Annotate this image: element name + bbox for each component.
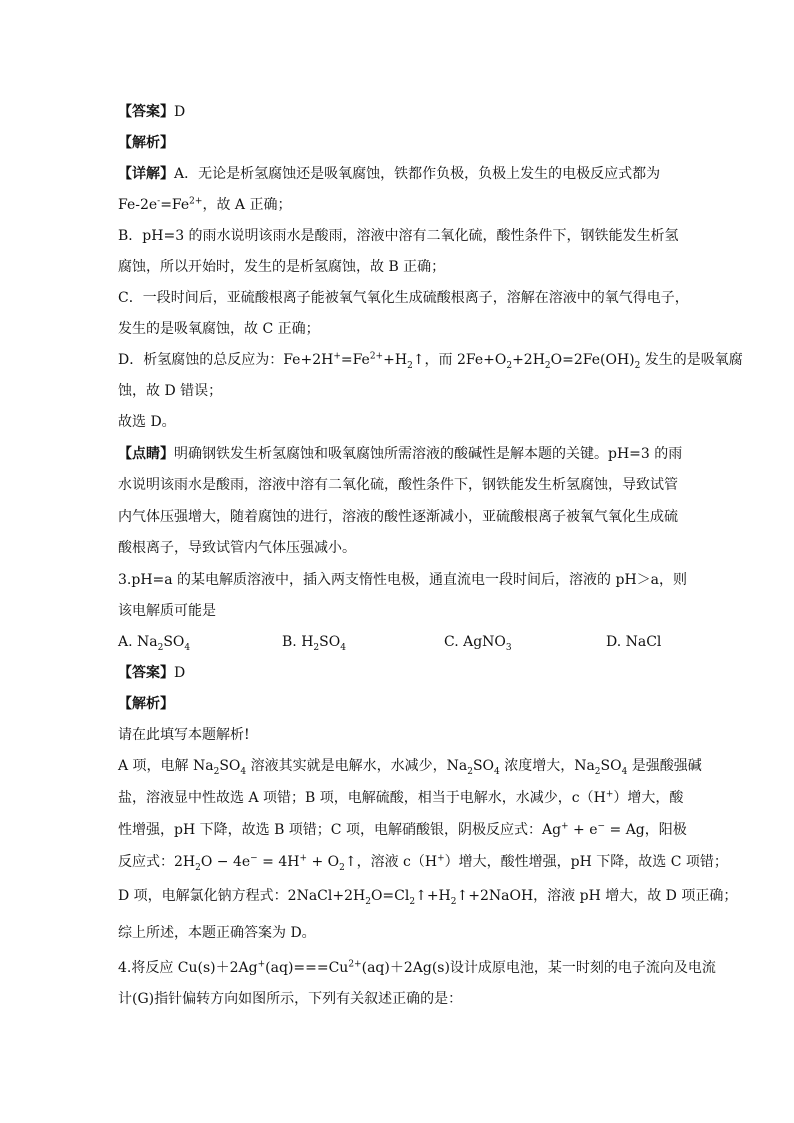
q3-fill-note: 请在此填写本题解析!: [118, 727, 250, 743]
text-part: ，故 A 正确；: [202, 197, 292, 213]
option-d-line-1: [118, 350, 743, 370]
text-part: O=Cl: [370, 888, 410, 904]
text-part: = 4H: [257, 854, 300, 870]
subscript: 2: [506, 360, 513, 371]
point-line-2: 水说明该雨水是酸雨，溶液中溶有二氧化硫，酸性条件下，钢铁能发生析氢腐蚀，导致试管: [118, 477, 678, 493]
subscript: 2: [213, 766, 220, 777]
subscript: 2: [365, 896, 371, 907]
q4-stem-line-1: [118, 958, 716, 978]
subscript: 2: [313, 642, 320, 653]
q3-analysis-tag: 【解析】: [118, 696, 174, 712]
text-part: ↑+2NaOH，溶液 pH 增大，故 D 项正确；: [456, 888, 738, 904]
text-part: SO: [472, 758, 495, 774]
option-b-line-2: 腐蚀，所以开始时，发生的是析氢腐蚀，故 B 正确；: [118, 259, 446, 275]
q3-option-a: [118, 632, 190, 652]
text-part: 盐，溶液显中性故选 A 项错；B 项，电解硫酸，相当于电解水，水减少，c（H: [118, 790, 606, 806]
q3-analysis-line-5: [118, 886, 737, 906]
superscript: +: [257, 959, 266, 970]
answer-value: D: [174, 665, 186, 681]
q3-stem-line-2: 该电解质可能是: [118, 603, 216, 619]
option-c-line-2: 发生的是吸氧腐蚀，故 C 正确；: [118, 321, 320, 337]
superscript: +: [561, 821, 569, 832]
text-part: + e: [568, 822, 598, 838]
point-line-3: 内气体压强增大，随着腐蚀的进行，溶液的酸性逐渐减小，亚硫酸根离子被氧气氧化生成硫: [118, 509, 678, 525]
point-line-1: [118, 444, 682, 464]
text-part: B. H: [282, 634, 314, 650]
superscript: 2+: [189, 196, 203, 207]
text-part: ↑，溶液 c（H: [344, 854, 438, 870]
formula-part: =Fe: [160, 197, 190, 213]
superscript: +: [299, 853, 308, 864]
text-part: O=2Fe(OH): [550, 352, 635, 368]
text-part: A 项，电解 Na: [118, 758, 214, 774]
text-part: C. AgNO: [444, 634, 506, 650]
text-part: D．析氢腐蚀的总反应为：Fe+2H: [118, 352, 334, 368]
text-part: O − 4e: [200, 854, 251, 870]
text-part: 性增强，pH 下降，故选 B 项错；C 项，电解硝酸银，阴极反应式：Ag: [118, 822, 562, 838]
subscript: 2: [544, 360, 551, 371]
subscript: 2: [339, 862, 345, 873]
text-part: 是强酸强碱: [627, 758, 702, 774]
answer-tag: 【答案】: [118, 104, 174, 120]
q3-option-d: D. NaCl: [606, 634, 662, 650]
subscript: 4: [184, 642, 191, 653]
point-text: 明确钢铁发生析氢腐蚀和吸氧腐蚀所需溶液的酸碱性是解本题的关键。pH=3 的雨: [174, 446, 683, 462]
detail-text-a: A．无论是析氢腐蚀还是吸氧腐蚀，铁都作负极，负极上发生的电极反应式都为: [174, 166, 661, 182]
subscript: 2: [407, 360, 413, 371]
q3-summary: 综上所述，本题正确答案为 D。: [118, 925, 316, 941]
q4-stem-line-2: 计(G)指针偏转方向如图所示，下列有关叙述正确的是：: [118, 991, 463, 1007]
answer-value: D: [174, 104, 186, 120]
text-part: SO: [219, 758, 241, 774]
analysis-tag: 【解析】: [118, 135, 174, 151]
q3-analysis-line-4: [118, 852, 728, 872]
superscript: +: [333, 351, 341, 362]
superscript: -: [157, 196, 161, 207]
q3-analysis-line-2: [118, 788, 683, 808]
subscript: 2: [594, 766, 601, 777]
subscript: 4: [621, 766, 628, 777]
text-part: 4.将反应 Cu(s)＋2Ag: [118, 960, 258, 976]
text-part: +2H: [512, 352, 545, 368]
subscript: 3: [505, 642, 512, 653]
subscript: 2: [467, 766, 473, 777]
subscript: 4: [494, 766, 500, 777]
option-b-line-1: B．pH=3 的雨水说明该雨水是酸雨，溶液中溶有二氧化硫，酸性条件下，钢铁能发生析氢: [118, 228, 679, 244]
text-part: ↑+H: [415, 888, 451, 904]
q3-stem-line-1: 3.pH=a 的某电解质溶液中，插入两支惰性电极，通直流电一段时间后，溶液的 pH＞a，则: [118, 572, 688, 588]
subscript: 2: [409, 896, 416, 907]
subscript: 2: [195, 862, 201, 873]
text-part: SO: [319, 634, 341, 650]
subscript: 2: [634, 360, 641, 371]
superscript: 2+: [369, 351, 384, 362]
detail-line-1: [118, 164, 660, 184]
choose-line: 故选 D。: [118, 414, 176, 430]
text-part: SO: [600, 758, 622, 774]
q3-analysis-line-3: [118, 820, 687, 840]
option-d-line-2: 蚀，故 D 错误；: [118, 383, 223, 399]
superscript: +: [437, 853, 445, 864]
answer-tag: 【答案】: [118, 665, 174, 681]
detail-tag: 【详解】: [118, 166, 174, 182]
formula-part: Fe-2e: [118, 197, 158, 213]
answer-line: [118, 102, 185, 122]
q3-answer-line: [118, 663, 185, 683]
text-part: = Ag，阳极: [605, 822, 687, 838]
text-part: SO: [163, 634, 185, 650]
text-part: (aq)===Cu: [265, 960, 349, 976]
subscript: 4: [340, 642, 346, 653]
text-part: 浓度增大，Na: [499, 758, 595, 774]
text-part: +H: [383, 352, 408, 368]
q3-option-c: [444, 632, 512, 652]
text-part: (aq)＋2Ag(s)设计成原电池，某一时刻的电子流向及电流: [361, 960, 716, 976]
point-tag: 【点睛】: [118, 446, 174, 462]
text-part: + O: [307, 854, 340, 870]
superscript: −: [250, 853, 258, 864]
q3-analysis-line-1: [118, 756, 702, 776]
subscript: 4: [240, 766, 247, 777]
text-part: A. Na: [118, 634, 158, 650]
text-part: =Fe: [340, 352, 370, 368]
superscript: −: [597, 821, 606, 832]
option-c-line-1: C．一段时间后，亚硫酸根离子能被氧气氧化生成硫酸根离子，溶解在溶液中的氧气得电子，: [118, 290, 689, 306]
text-part: 反应式：2H: [118, 854, 196, 870]
point-line-4: 酸根离子，导致试管内气体压强减小。: [118, 540, 356, 556]
detail-line-2: [118, 195, 291, 215]
subscript: 2: [450, 896, 457, 907]
text-part: D 项，电解氯化钠方程式：2NaCl+2H: [118, 888, 366, 904]
text-part: ）增大，酸: [613, 790, 684, 806]
text-part: ）增大，酸性增强，pH 下降，故选 C 项错；: [444, 854, 728, 870]
text-part: 发生的是吸氧腐: [640, 352, 743, 368]
superscript: 2+: [348, 959, 362, 970]
text-part: 溶液其实就是电解水，水减少，Na: [246, 758, 468, 774]
q3-option-b: [282, 632, 346, 652]
subscript: 2: [157, 642, 164, 653]
superscript: +: [605, 789, 614, 800]
text-part: ↑，而 2Fe+O: [412, 352, 507, 368]
